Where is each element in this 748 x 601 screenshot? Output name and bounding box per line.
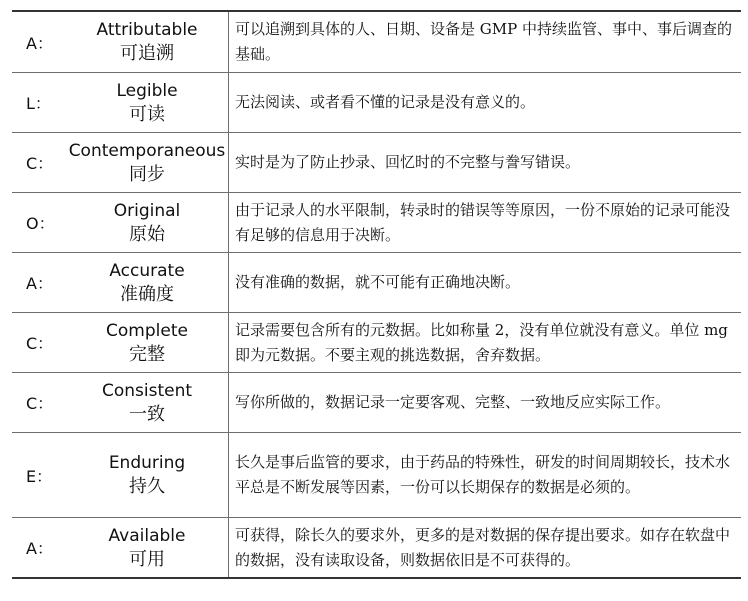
term-chinese: 完整 [129,343,165,365]
row-description: 无法阅读、或者看不懂的记录是没有意义的。 [228,73,741,132]
term-english: Enduring [108,453,186,473]
row-description: 记录需要包含所有的元数据。比如称量 2，没有单位就没有意义。单位 mg 即为元数据。不要主观的挑选数据，舍弃数据。 [228,313,741,372]
table-row [12,517,741,579]
row-term [66,313,228,372]
row-letter: L： [26,94,51,113]
row-term [66,133,228,192]
term-english: Legible [116,80,178,101]
table-row [12,72,741,132]
row-description: 实时是为了防止抄录、回忆时的不完整与誊写错误。 [228,133,741,192]
row-letter: A： [26,33,53,53]
term-english: Contemporaneous [68,140,226,161]
table-row [12,252,741,312]
table-row [12,432,741,517]
row-letter: C： [26,394,54,413]
term-english: Complete [106,320,188,341]
term-chinese: 可追溯 [120,43,174,64]
table-row [12,192,741,252]
row-description: 写你所做的，数据记录一定要客观、完整、一致地反应实际工作。 [228,373,741,432]
term-chinese: 同步 [129,163,165,185]
row-term [66,373,228,432]
row-description: 长久是事后监管的要求，由于药品的特殊性，研发的时间周期较长，技术水平总是不断发展等因素，一份可以长期保存的数据是必须的。 [228,433,741,517]
table-row [12,132,741,192]
term-english: Consistent [101,380,193,401]
term-chinese: 原始 [129,223,165,245]
term-chinese: 准确度 [120,283,174,305]
term-english: Available [108,525,186,546]
row-letter: O： [26,214,55,233]
row-term [66,253,228,312]
row-letter: C： [26,334,54,353]
row-description: 可以追溯到具体的人、日期、设备是 GMP 中持续监管、事中、事后调查的基础。 [228,12,741,72]
term-chinese: 持久 [129,476,165,497]
table-row [12,10,741,72]
alcoa-table [12,10,741,579]
row-term [66,433,228,517]
row-description: 可获得，除长久的要求外，更多的是对数据的保存提出要求。如存在软盘中的数据，没有读取设备，则数据依旧是不可获得的。 [228,518,741,577]
row-letter: A： [26,274,53,293]
term-english: Original [113,200,181,221]
term-english: Attributable [96,20,198,40]
row-term [66,12,228,72]
row-term [66,73,228,132]
table-row [12,312,741,372]
table-row [12,372,741,432]
term-chinese: 可读 [129,103,165,125]
row-letter: C： [26,154,54,173]
term-chinese: 可用 [129,548,165,570]
row-description: 没有准确的数据，就不可能有正确地决断。 [228,253,741,312]
row-description: 由于记录人的水平限制，转录时的错误等等原因，一份不原始的记录可能没有足够的信息用于决断。 [228,193,741,252]
row-term [66,518,228,577]
row-letter: E： [26,466,53,486]
term-chinese: 一致 [129,403,165,425]
row-letter: A： [26,539,53,558]
term-english: Accurate [109,260,185,281]
row-term [66,193,228,252]
